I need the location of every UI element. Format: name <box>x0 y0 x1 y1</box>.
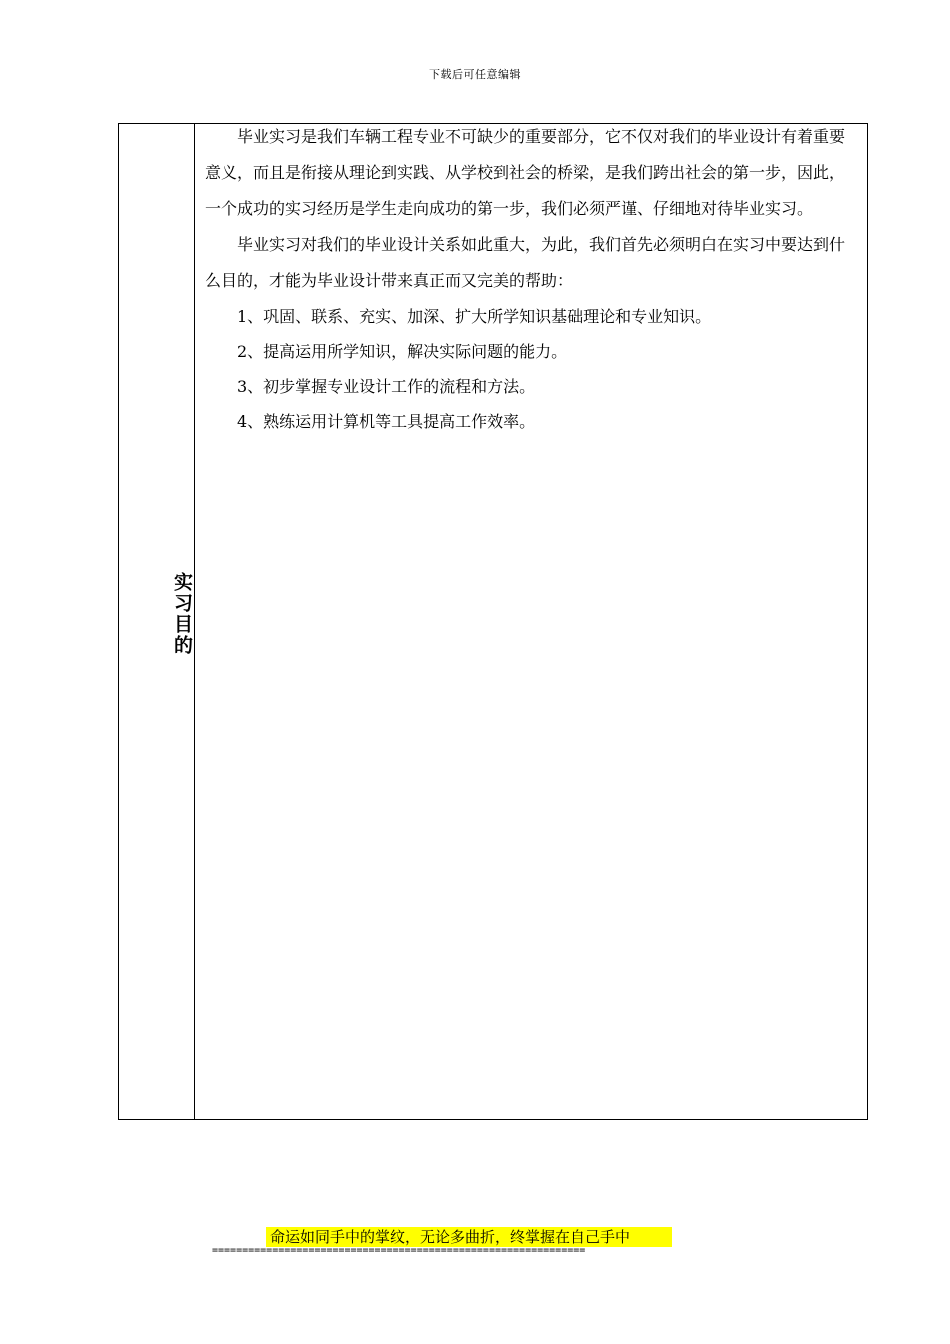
content-cell <box>196 124 867 1119</box>
page-header: 下载后可任意编辑 <box>429 68 521 81</box>
paragraph-intro: 毕业实习是我们车辆工程专业不可缺少的重要部分，它不仅对我们的毕业设计有着重要意义，而且是衔接从理论到实践、从学校到社会的桥梁，是我们跨出社会的第一步，因此，一个成功的实习经历是学生走向成功的第一步，我们必须严谨、仔细地对待毕业实习。 <box>205 127 846 218</box>
list-item: 2、提高运用所学知识，解决实际问题的能力。 <box>237 342 568 361</box>
internship-table <box>118 123 868 1120</box>
footer-motto: 命运如同手中的掌纹，无论多曲折，终掌握在自己手中 <box>266 1227 672 1247</box>
footer-rule: ============================================================== <box>212 1245 586 1256</box>
list-item: 4、熟练运用计算机等工具提高工作效率。 <box>237 412 536 431</box>
label-cell <box>119 124 195 1119</box>
list-item: 1、巩固、联系、充实、加深、扩大所学知识基础理论和专业知识。 <box>237 307 712 326</box>
list-item: 3、初步掌握专业设计工作的流程和方法。 <box>237 377 536 396</box>
paragraph-purpose: 毕业实习对我们的毕业设计关系如此重大，为此，我们首先必须明白在实习中要达到什么目的，才能为毕业设计带来真正而又完美的帮助： <box>205 235 846 290</box>
section-label: 实习目的 <box>171 572 193 656</box>
